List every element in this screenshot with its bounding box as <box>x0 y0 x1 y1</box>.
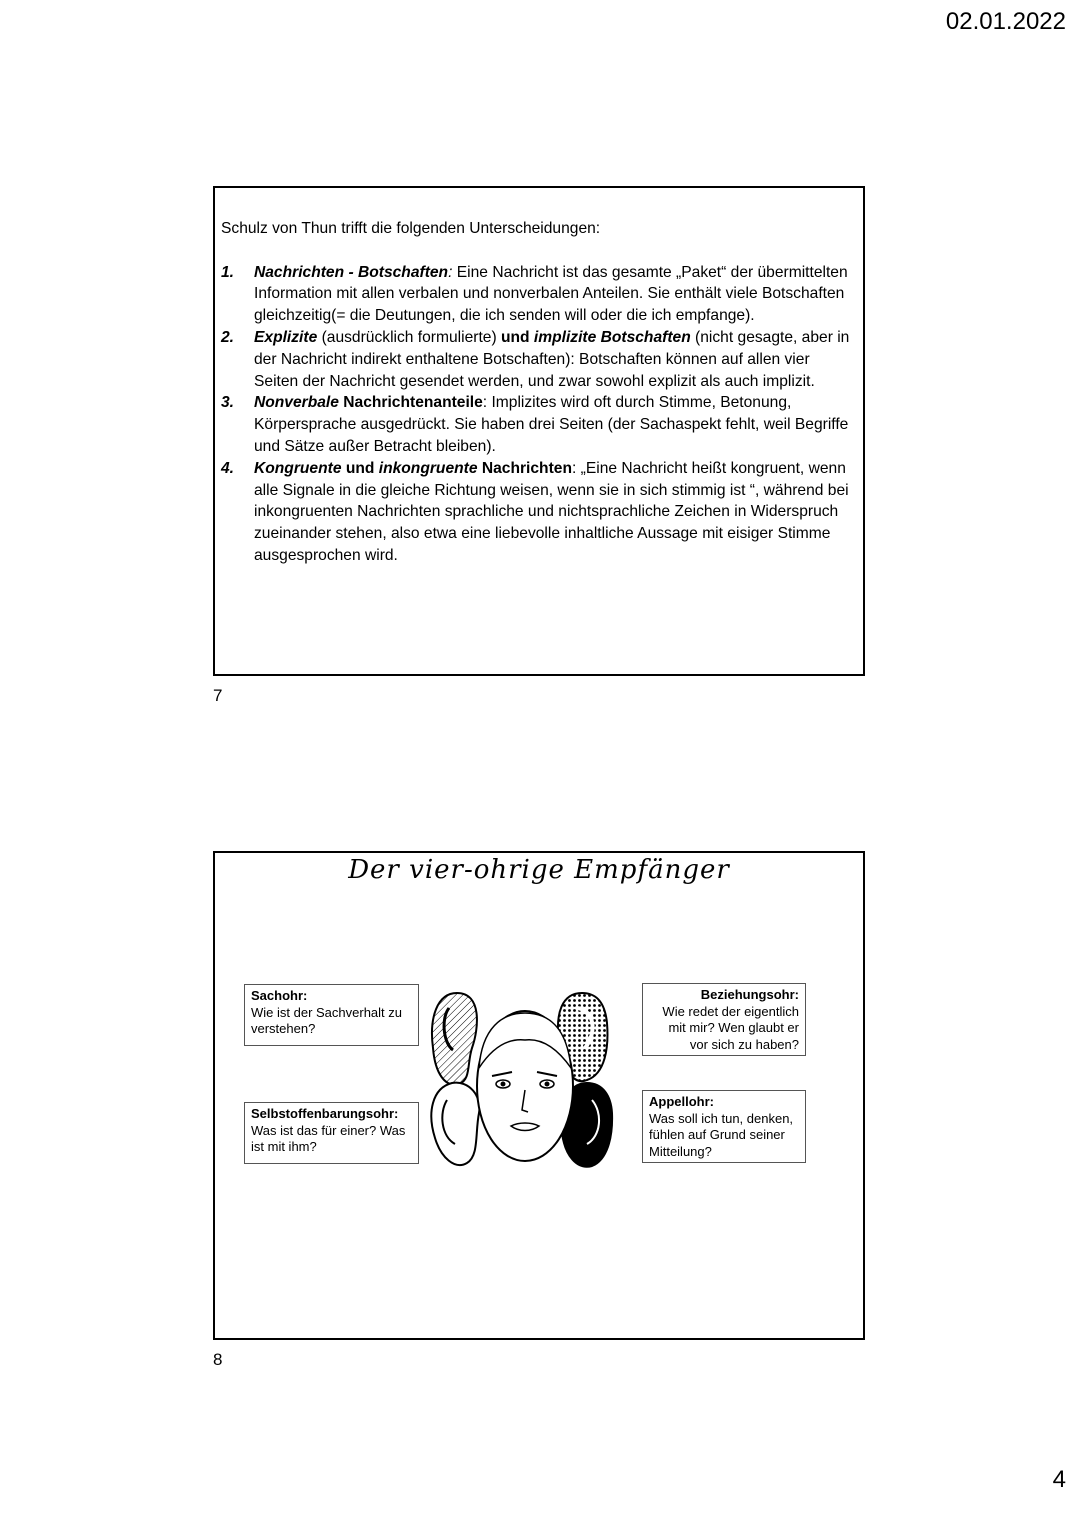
item-text: : „Eine Nachricht heißt kongruent, wenn alle Signale in die gleiche Richtung weisen, wenn sie in sich stimmig ist “, während bei inkongruenten Nachrichten sprachliche und nichtsprachliche Zeichen in Widerspruch zueinander stehen, also etwa eine liebevolle inhaltliche Aussage mit eisiger Stimme ausgesprochen wird. <box>254 459 849 564</box>
item-text: Eine Nachricht ist das gesamte „Paket“ der übermittelten Information mit allen verbalen und nonverbalen Anteilen. Sie enthält viele Botschaften gleichzeitig(= die Deutungen, die ich senden will oder die ich empfange). <box>254 263 848 325</box>
slide-number: 8 <box>213 1350 223 1369</box>
item-number: 2. <box>221 328 235 346</box>
list-item <box>221 392 857 457</box>
item-connector: und <box>500 328 530 346</box>
item-connector: und <box>341 459 379 477</box>
box-title: Beziehungsohr: <box>700 987 799 1002</box>
item-colon: : <box>448 263 453 281</box>
selbstoffenbarungsohr-ear-icon <box>431 1083 479 1165</box>
slide-intro: Schulz von Thun trifft die folgenden Unterscheidungen: <box>221 220 601 237</box>
page-number: 4 <box>1052 1466 1066 1493</box>
four-eared-face-illustration <box>427 988 627 1173</box>
selbstoffenbarungsohr-box <box>244 1102 419 1164</box>
sachohr-ear-icon <box>432 993 477 1085</box>
item-title: Nonverbale <box>254 394 339 412</box>
item-title: inkongruente <box>378 459 478 477</box>
box-title: Selbstoffenbarungsohr: <box>251 1106 399 1121</box>
item-title: Kongruente <box>254 459 342 477</box>
item-number: 3. <box>221 394 235 412</box>
item-text: (nicht gesagte, aber in der Nachricht indirekt enthaltene Botschaften): Botschaften können auf allen vier Seiten der Nachricht gesendet werden, und zwar sowohl explizit als auch implizit. <box>254 328 850 390</box>
list-item <box>221 327 857 392</box>
slide-number: 7 <box>213 686 223 705</box>
beziehungsohr-box <box>642 983 806 1056</box>
box-question: Wie ist der Sachverhalt zu verstehen? <box>251 1004 403 1036</box>
appellohr-box <box>642 1090 806 1163</box>
item-text: (ausdrücklich formulierte) <box>317 328 501 346</box>
box-question: Was soll ich tun, denken, fühlen auf Grund seiner Mitteilung? <box>649 1110 794 1159</box>
slide-7-content <box>221 218 857 567</box>
box-question: Wie redet der eigentlich mit mir? Wen glaubt er vor sich zu haben? <box>662 1003 799 1052</box>
item-title: implizite Botschaften <box>529 328 691 346</box>
list-item <box>221 262 857 327</box>
item-text: : Implizites wird oft durch Stimme, Betonung, Körpersprache ausgedrückt. Sie haben drei Seiten (der Sachaspekt fehlt, weil Begriffe und Sätze außer Betracht bleiben). <box>254 394 849 455</box>
item-title: Nachrichten - Botschaften <box>254 263 449 281</box>
distinctions-list <box>221 262 857 567</box>
item-number: 1. <box>221 263 235 281</box>
sachohr-box <box>244 984 419 1046</box>
item-title: Nachrichtenanteile <box>338 394 483 412</box>
item-title: Nachrichten <box>477 459 572 477</box>
document-date: 02.01.2022 <box>945 8 1066 35</box>
box-question: Was ist das für einer? Was ist mit ihm? <box>251 1122 406 1154</box>
slide-8 <box>213 851 865 1340</box>
slide-7 <box>213 186 865 676</box>
item-number: 4. <box>221 459 235 477</box>
item-title: Explizite <box>254 328 318 346</box>
box-title: Appellohr: <box>649 1094 714 1109</box>
slide-title: Der vier-ohrige Empfänger <box>348 855 730 885</box>
list-item <box>221 458 857 567</box>
box-title: Sachohr: <box>251 988 308 1003</box>
